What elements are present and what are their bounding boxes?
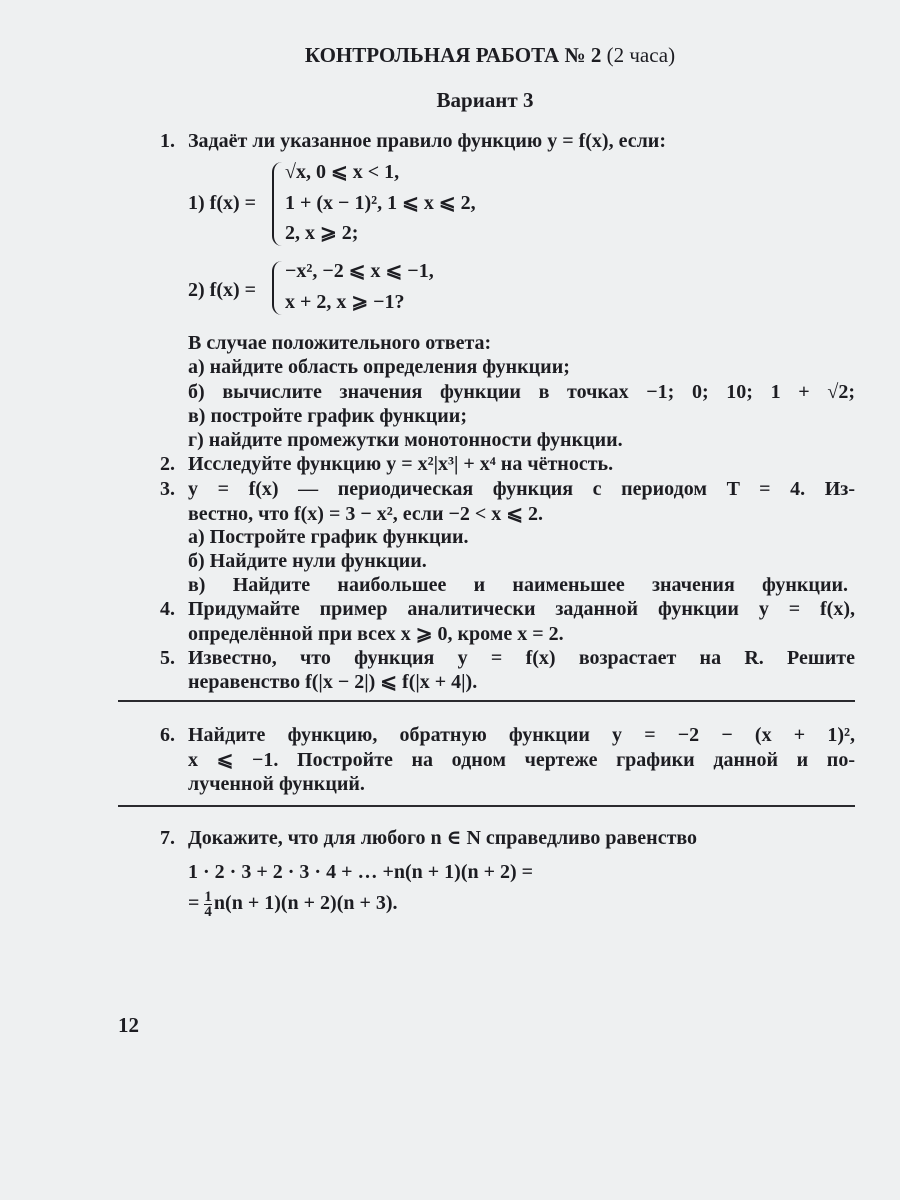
- task-text: Задаёт ли указанное правило функцию y = f(x), если:: [188, 130, 666, 152]
- case-1-row: 2, x ⩾ 2;: [285, 222, 359, 244]
- brace-icon: [272, 162, 282, 246]
- task-text: неравенство f(|x − 2|) ⩽ f(|x + 4|).: [188, 671, 478, 693]
- case-1-row: 1 + (x − 1)², 1 ⩽ x ⩽ 2,: [285, 192, 476, 214]
- task-number: 5.: [160, 647, 175, 669]
- task-text: В случае положительного ответа:: [188, 332, 492, 354]
- task-number: 4.: [160, 598, 175, 620]
- formula-line: [188, 890, 398, 919]
- task-number: 6.: [160, 724, 175, 746]
- task-text: вестно, что f(x) = 3 − x², если −2 < x ⩽ 2.: [188, 503, 544, 525]
- case-2-label: 2) f(x) =: [188, 279, 257, 301]
- equals-sign: =: [188, 892, 200, 915]
- subtask-b: б) Найдите нули функции.: [188, 550, 427, 572]
- variant-heading: Вариант 3: [436, 88, 534, 112]
- task-number: 1.: [160, 130, 175, 152]
- subtask-b: б) вычислите значения функции в точках −1; 0; 10; 1 + √2;: [188, 381, 855, 403]
- case-2-row: x + 2, x ⩾ −1?: [285, 291, 405, 313]
- subtask-v: в) постройте график функции;: [188, 405, 467, 427]
- divider: [118, 805, 855, 807]
- task-text: Найдите функцию, обратную функции y = −2 − (x + 1)²,: [188, 724, 855, 746]
- case-2-row: −x², −2 ⩽ x ⩽ −1,: [285, 260, 434, 282]
- fraction-denominator: 4: [204, 904, 212, 920]
- task-number: 3.: [160, 478, 175, 500]
- fraction-numerator: 1: [204, 889, 212, 905]
- fraction: [204, 890, 212, 919]
- formula-line: 1 · 2 · 3 + 2 · 3 · 4 + … +n(n + 1)(n + 2) =: [188, 861, 534, 883]
- task-number: 7.: [160, 827, 175, 849]
- task-text: y = f(x) — периодическая функция с периодом T = 4. Из-: [188, 478, 855, 500]
- subtask-g: г) найдите промежутки монотонности функции.: [188, 429, 623, 451]
- task-text: Известно, что функция y = f(x) возрастает на R. Решите: [188, 647, 855, 669]
- task-number: 2.: [160, 453, 175, 475]
- case-1-label: 1) f(x) =: [188, 192, 257, 214]
- formula-text: n(n + 1)(n + 2)(n + 3).: [213, 892, 398, 915]
- task-text: определённой при всех x ⩾ 0, кроме x = 2.: [188, 623, 564, 645]
- task-text: x ⩽ −1. Постройте на одном чертеже графики данной и по-: [188, 749, 855, 771]
- page-title: [180, 43, 800, 67]
- title-note: (2 часа): [606, 43, 676, 67]
- case-1-row: √x, 0 ⩽ x < 1,: [285, 161, 400, 183]
- task-text: Докажите, что для любого n ∈ N справедливо равенство: [188, 827, 698, 849]
- subtask-a: а) Постройте график функции.: [188, 526, 469, 548]
- task-text: Исследуйте функцию y = x²|x³| + x⁴ на чётность.: [188, 453, 614, 475]
- brace-icon: [272, 261, 282, 315]
- subtask-v: в) Найдите наибольшее и наименьшее значения функции.: [188, 574, 848, 596]
- page-number: 12: [118, 1013, 139, 1037]
- task-text: Придумайте пример аналитически заданной функции y = f(x),: [188, 598, 855, 620]
- task-text: лученной функций.: [188, 773, 365, 795]
- divider: [118, 700, 855, 702]
- title-text: КОНТРОЛЬНАЯ РАБОТА № 2: [304, 43, 602, 67]
- subtask-a: а) найдите область определения функции;: [188, 356, 570, 378]
